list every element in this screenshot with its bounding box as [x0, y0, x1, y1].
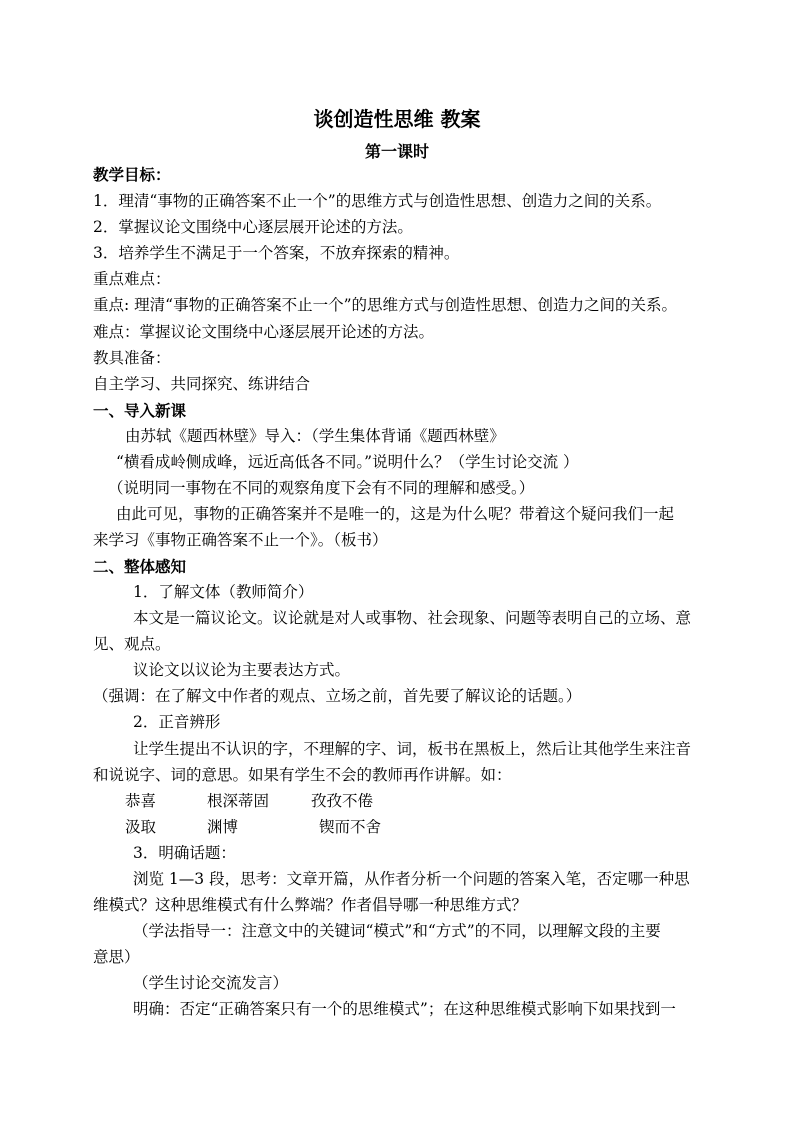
- paragraph-line: （强调：在了解文中作者的观点、立场之前，首先要了解议论的话题。）: [93, 687, 582, 705]
- paragraph-line: 浏览 1—3 段，思考：文章开篇，从作者分析一个问题的答案入笔，否定哪一种思: [133, 870, 690, 888]
- paragraph-line: 明确：否定“正确答案只有一个的思维模式”；在这种思维模式影响下如果找到一: [133, 1000, 676, 1018]
- section-heading-overview: 二、整体感知: [93, 557, 187, 576]
- paragraph-line: 由苏轼《题西林壁》导入：（学生集体背诵《题西林壁》: [125, 427, 505, 445]
- paragraph-line: 维模式？这种思维模式有什么弊端？作者倡导哪一种思维方式？: [93, 896, 528, 914]
- subheading-genre: 1．了解文体（教师简介）: [133, 583, 314, 601]
- vocab-word: 锲而不舍: [319, 818, 382, 836]
- lesson-subtitle: 第一课时: [364, 142, 429, 161]
- subheading-topic: 3．明确话题：: [133, 844, 236, 862]
- vocab-word: 根深蒂固: [207, 792, 270, 810]
- materials-text: 自主学习、共同探究、练讲结合: [93, 375, 311, 393]
- objective-3: 3．培养学生不满足于一个答案，不放弃探索的精神。: [93, 244, 460, 262]
- paragraph-line: （学法指导一：注意文中的关键词“模式”和“方式”的不同，以理解文段的主要: [133, 922, 661, 940]
- section-heading-intro: 一、导入新课: [93, 401, 187, 420]
- paragraph-line: 本文是一篇议论文。议论就是对人或事物、社会现象、问题等表明自己的立场、意: [133, 609, 692, 627]
- heading-key-points: 重点难点：: [93, 270, 171, 288]
- key-point: 重点: 理清“事物的正确答案不止一个”的思维方式与创造性思想、创造力之间的关系。: [93, 296, 678, 314]
- paragraph-line: 和说说字、词的意思。如果有学生不会的教师再作讲解。如：: [93, 766, 512, 784]
- paragraph-line: （学生讨论交流发言）: [133, 974, 289, 992]
- section-heading-objectives: 教学目标：: [93, 165, 171, 184]
- paragraph-line: 见、观点。: [93, 635, 171, 653]
- subheading-pronunciation: 2．正音辨形: [133, 713, 221, 731]
- vocab-word: 孜孜不倦: [311, 792, 374, 810]
- paragraph-line: 让学生提出不认识的字，不理解的字、词，板书在黑板上，然后让其他学生来注音: [133, 740, 692, 758]
- paragraph-line: 意思）: [93, 948, 140, 966]
- vocab-word: 汲取: [125, 818, 157, 836]
- paragraph-line: （说明同一事物在不同的观察角度下会有不同的理解和感受。）: [108, 479, 535, 497]
- paragraph-line: “横看成岭侧成峰，远近高低各不同。”说明什么？（学生讨论交流 ）: [116, 453, 579, 471]
- difficult-point: 难点：掌握议论文围绕中心逐层展开论述的方法。: [93, 323, 435, 341]
- vocab-word: 渊博: [207, 818, 239, 836]
- paragraph-line: 来学习《事物正确答案不止一个》。（板书）: [93, 531, 388, 549]
- vocab-word: 恭喜: [125, 792, 157, 810]
- paragraph-line: 由此可见，事物的正确答案并不是唯一的，这是为什么呢？带着这个疑问我们一起: [116, 505, 675, 523]
- document-title: 谈创造性思维 教案: [313, 107, 481, 131]
- paragraph-line: 议论文以议论为主要表达方式。: [133, 661, 351, 679]
- heading-materials: 教具准备：: [93, 349, 171, 367]
- objective-2: 2．掌握议论文围绕中心逐层展开论述的方法。: [93, 218, 413, 236]
- objective-1: 1．理清“事物的正确答案不止一个”的思维方式与创造性思想、创造力之间的关系。: [93, 192, 662, 210]
